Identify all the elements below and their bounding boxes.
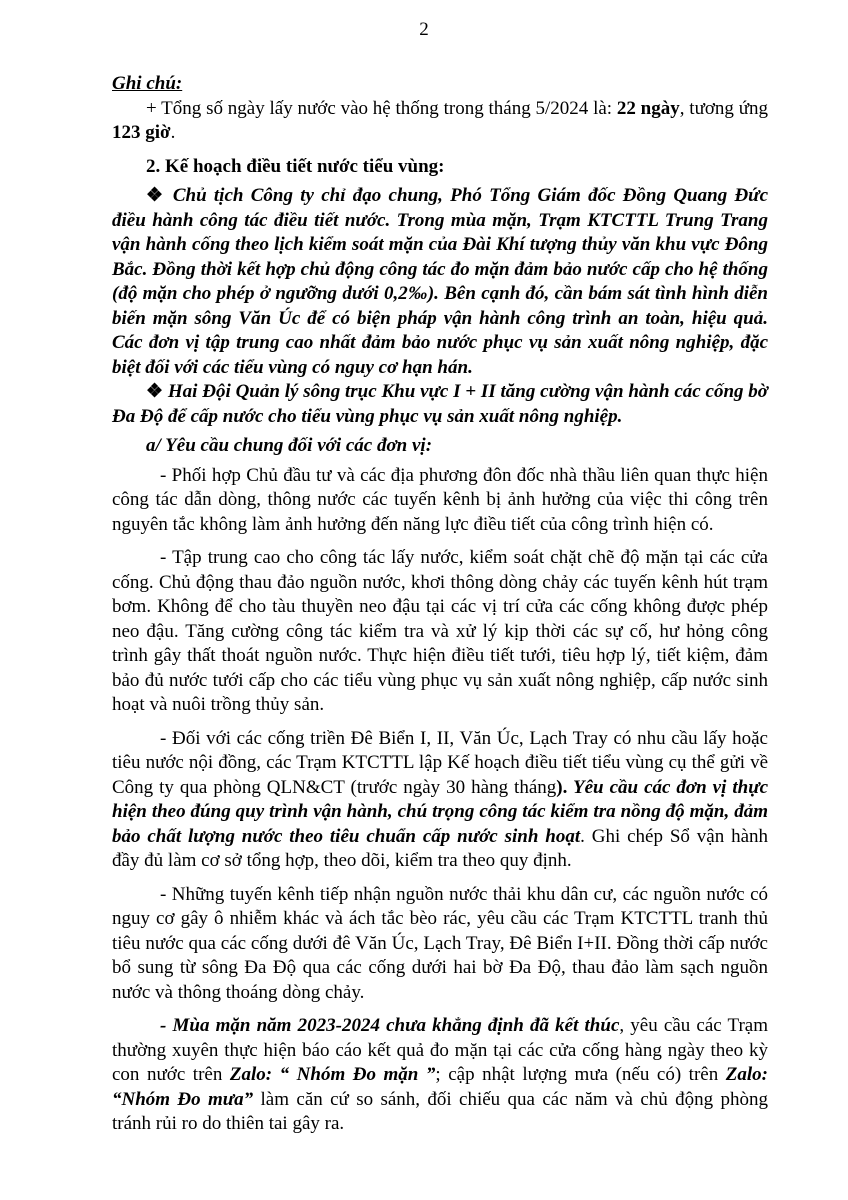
note-text-mid: , tương ứng: [679, 97, 769, 119]
para3-text-2: . Ghi chép Sổ vận hành đầy đủ làm cơ sở tổng hợp, theo dõi, kiểm tra theo quy định.: [112, 825, 768, 871]
requirement-paragraph-1: - Phối hợp Chủ đầu tư và các địa phương đôn đốc nhà thầu liên quan thực hiện công tác dẫn dòng, thông nước các tuyến kênh bị ảnh hưởng của việc thi công trên nguyên tắc không làm ảnh hưởng đến năng lực điều tiết của công trình hiện có.: [112, 464, 768, 535]
document-body: [112, 72, 768, 1137]
para5-zalo-rain-group: Zalo: “Nhóm Đo mưa”: [112, 1064, 768, 1110]
page-number: 2: [419, 19, 429, 40]
para5-text-2: ; cập nhật lượng mưa (nếu có) trên: [435, 1064, 726, 1085]
requirement-paragraph-3: [112, 727, 768, 874]
diamond-bullet-icon: ❖: [146, 185, 166, 206]
para3-paren: ).: [556, 776, 568, 798]
section2-heading-text: 2. Kế hoạch điều tiết nước tiểu vùng:: [146, 155, 445, 177]
requirement-paragraph-2: - Tập trung cao cho công tác lấy nước, kiểm soát chặt chẽ độ mặn tại các cửa cống. Chủ động thau đảo nguồn nước, khơi thông dòng chảy các tuyến kênh hút trạm bơm. Không để cho tàu thuyền neo đậu tại các vị trí cửa các cống không được phép neo đậu. Tăng cường công tác kiểm tra và xử lý kịp thời các sự cố, hư hỏng công trình gây thất thoát nguồn nước. Thực hiện điều tiết tưới, tiêu hợp lý, tiết kiệm, đảm bảo đủ nước tưới cấp cho các tiểu vùng phục vụ sản xuất nông nghiệp, cấp nước sinh hoạt và nuôi trồng thủy sản.: [112, 547, 768, 715]
para5-text-1: , yêu cầu các Trạm thường xuyên thực hiện báo cáo kết quả đo mặn tại các cửa cống hàng ngày theo kỳ con nước trên: [112, 1015, 769, 1085]
bullet-paragraph-1: [112, 184, 768, 380]
note-days: 22 ngày: [616, 97, 680, 119]
para3-text-1: - Đối với các cống triền Đê Biển I, II, Văn Úc, Lạch Tray có nhu cầu lấy hoặc tiêu nước nội đồng, các Trạm KTCTTL lập Kế hoạch điều tiết tiểu vùng cụ thể gửi về Công ty qua phòng QLN&CT (trước ngày 30 hàng tháng: [112, 727, 768, 798]
note-text-before: + Tổng số ngày lấy nước vào hệ thống trong tháng 5/2024 là:: [146, 97, 617, 119]
note-heading-text: Ghi chú:: [112, 73, 183, 94]
requirement-paragraph-4: - Những tuyến kênh tiếp nhận nguồn nước thải khu dân cư, các nguồn nước có nguy cơ gây ô nhiễm khác và ách tắc bèo rác, yêu cầu các Trạm KTCTTL tranh thủ tiêu nước qua các cống dưới đê Văn Úc, Lạch Tray, Đê Biển I+II. Đồng thời cấp nước bổ sung từ sông Đa Độ qua các cống dưới hai bờ Đa Độ, thau đảo làm sạch nguồn nước và thông thoáng dòng chảy.: [112, 883, 768, 1003]
note-paragraph: [112, 97, 768, 146]
note-text-end: .: [170, 122, 176, 143]
bullet1-text: Chủ tịch Công ty chỉ đạo chung, Phó Tổng Giám đốc Đồng Quang Đức điều hành công tác điều tiết nước. Trong mùa mặn, Trạm KTCTTL Trung Trang vận hành cống theo lịch kiểm soát mặn của Đài Khí tượng thủy văn khu vực Đông Bắc. Đồng thời kết hợp chủ động công tác đo mặn đảm bảo nước cấp cho hệ thống (độ mặn cho phép ở ngưỡng dưới 0,2‰). Bên cạnh đó, cần bám sát tình hình diễn biến mặn sông Văn Úc để có biện pháp vận hành công trình an toàn, hiệu quả. Các đơn vị tập trung cao nhất đảm bảo nước phục vụ sản xuất nông nghiệp, đặc biệt đối với các tiểu vùng có nguy cơ hạn hán.: [112, 185, 768, 378]
requirement-paragraph-5: [112, 1014, 768, 1137]
bullet-paragraph-2: [112, 380, 768, 429]
note-hours: 123 giờ: [112, 122, 171, 143]
para5-emphasis: - Mùa mặn năm 2023-2024 chưa khẳng định đã kết thúc: [160, 1015, 620, 1036]
para5-text-3: làm căn cứ so sánh, đối chiếu qua các năm và chủ động phòng tránh rủi ro do thiên tai gây ra.: [112, 1088, 768, 1134]
para5-zalo-salinity-group: Zalo: “ Nhóm Đo mặn ”: [229, 1064, 436, 1085]
sub-a-heading-text: a/ Yêu cầu chung đối với các đơn vị:: [146, 435, 433, 456]
section2-heading: [112, 155, 768, 180]
para3-emphasis: Yêu cầu các đơn vị thực hiện theo đúng quy trình vận hành, chú trọng công tác kiểm tra nồng độ mặn, đảm bảo chất lượng nước theo tiêu chuẩn cấp nước sinh hoạt: [112, 776, 769, 847]
diamond-bullet-icon: ❖: [146, 381, 164, 402]
bullet2-text: Hai Đội Quản lý sông trục Khu vực I + II tăng cường vận hành các cống bờ Đa Độ để cấp nước cho tiểu vùng phục vụ sản xuất nông nghiệp.: [112, 381, 769, 427]
note-heading: [112, 72, 768, 97]
sub-a-heading: [112, 434, 768, 459]
